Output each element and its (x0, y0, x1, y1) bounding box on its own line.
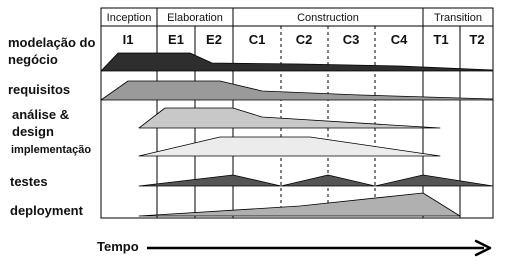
analise-design-curve (139, 108, 440, 128)
label-analise-line1: análise & (12, 107, 70, 122)
label-requisitos: requisitos (8, 82, 71, 97)
time-axis-label: Tempo (97, 239, 139, 254)
label-deployment: deployment (10, 203, 83, 218)
phase-elaboration: Elaboration (167, 12, 223, 24)
label-implementacao: implementação (11, 144, 92, 156)
phase-inception: Inception (106, 12, 152, 24)
requisitos-curve (101, 81, 493, 100)
label-modelacao-line1: modelação do (8, 35, 96, 50)
iteration-c4: C4 (390, 32, 408, 47)
iteration-i1: I1 (122, 32, 134, 47)
testes-curve (139, 175, 493, 186)
phase-construction: Construction (297, 12, 359, 24)
iteration-c1: C1 (248, 32, 266, 47)
iteration-t1: T1 (433, 32, 449, 47)
phase-transition: Transition (434, 12, 482, 24)
label-modelacao-line2: negócio (8, 52, 58, 67)
implementacao-curve (139, 137, 440, 156)
deployment-curve (139, 193, 460, 216)
modelacao-negocio-curve (101, 53, 493, 71)
iteration-c2: C2 (295, 32, 313, 47)
iteration-e2: E2 (206, 32, 222, 47)
label-testes: testes (10, 174, 48, 189)
iteration-t2: T2 (469, 32, 485, 47)
iteration-c3: C3 (342, 32, 360, 47)
label-analise-line2: design (12, 124, 54, 139)
workload-curves (101, 53, 493, 216)
iteration-e1: E1 (168, 32, 184, 47)
